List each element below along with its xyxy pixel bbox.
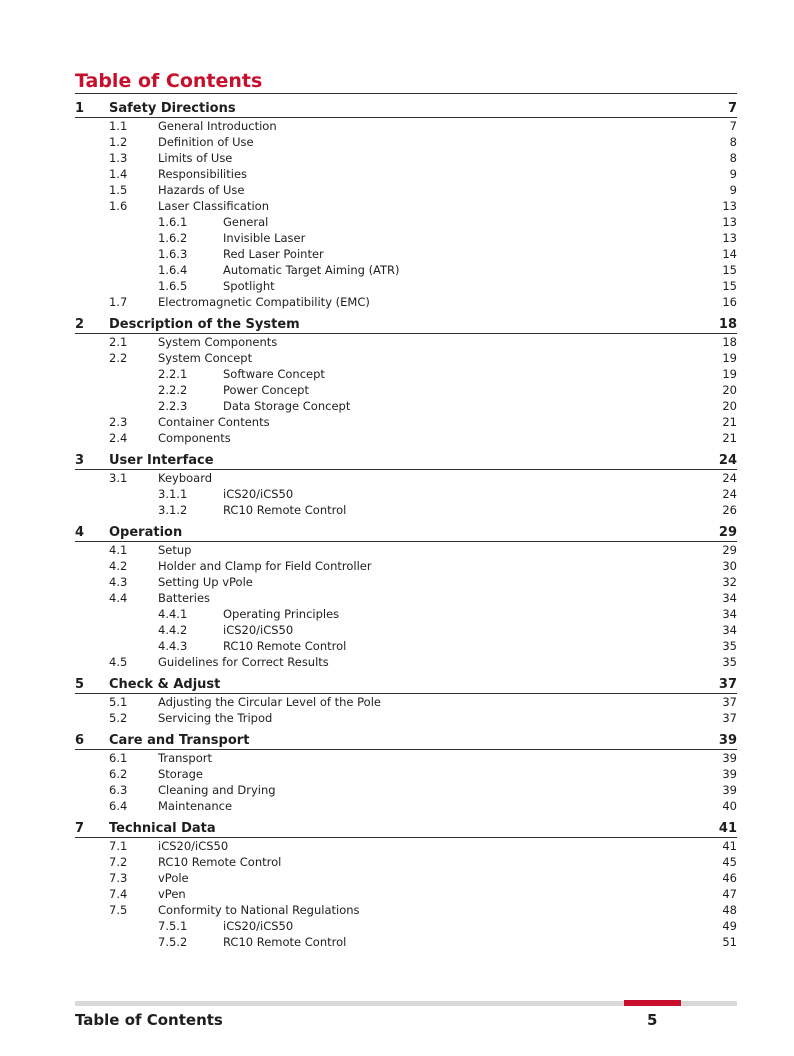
section-number: 2.2.3 [158,399,188,413]
toc-chapter-heading[interactable] [75,100,737,118]
toc-chapter [75,524,737,670]
toc-chapter-heading[interactable] [75,316,737,334]
section-title: System Components [158,335,278,349]
toc-subsection[interactable] [75,118,737,134]
section-title: iCS20/iCS50 [158,839,229,853]
section-title: Guidelines for Correct Results [158,655,329,669]
section-page-number: 30 [722,559,737,573]
section-title: General [223,215,269,229]
section-page-number: 15 [722,263,737,277]
section-number: 4.5 [109,655,128,669]
section-page-number: 8 [729,135,737,149]
section-number: 1.6.4 [158,263,188,277]
section-page-number: 47 [722,887,737,901]
toc-subsection[interactable] [75,198,737,214]
chapter-number: 2 [75,317,85,332]
section-page-number: 37 [722,711,737,725]
chapter-page-number: 37 [718,677,737,692]
toc-subsection[interactable] [75,750,737,766]
section-number: 4.4.2 [158,623,188,637]
section-page-number: 9 [729,167,737,181]
toc-chapter [75,316,737,446]
section-page-number: 39 [722,767,737,781]
chapter-title: Description of the System [109,317,300,332]
toc-chapter-heading[interactable] [75,820,737,838]
toc-chapter [75,732,737,814]
section-title: iCS20/iCS50 [223,623,294,637]
toc-subsection[interactable] [75,430,737,446]
section-number: 3.1.1 [158,487,188,501]
section-number: 3.1 [109,471,128,485]
section-title: RC10 Remote Control [158,855,282,869]
section-page-number: 21 [722,415,737,429]
chapter-page-number: 18 [718,317,737,332]
section-page-number: 35 [722,639,737,653]
toc-subsection[interactable] [75,334,737,350]
section-number: 2.4 [109,431,128,445]
section-title: RC10 Remote Control [223,639,347,653]
section-title: Maintenance [158,799,233,813]
toc-chapter-heading[interactable] [75,452,737,470]
section-number: 1.7 [109,295,128,309]
section-title: Limits of Use [158,151,233,165]
footer-page-number: 5 [647,1011,658,1029]
section-title: Invisible Laser [223,231,306,245]
section-title: Software Concept [223,367,325,381]
section-page-number: 46 [722,871,737,885]
toc-subsubsection[interactable] [75,622,737,638]
toc-subsubsection[interactable] [75,398,737,414]
section-title: General Introduction [158,119,277,133]
footer-title: Table of Contents [75,1011,223,1029]
section-page-number: 15 [722,279,737,293]
section-page-number: 49 [722,919,737,933]
section-number: 1.6.1 [158,215,188,229]
section-number: 2.1 [109,335,128,349]
section-title: RC10 Remote Control [223,503,347,517]
toc-subsubsection[interactable] [75,934,737,950]
section-number: 7.1 [109,839,128,853]
section-title: Holder and Clamp for Field Controller [158,559,372,573]
section-number: 5.1 [109,695,128,709]
section-number: 1.6.2 [158,231,188,245]
toc-subsection[interactable] [75,414,737,430]
toc-subsubsection[interactable] [75,382,737,398]
toc-subsection[interactable] [75,134,737,150]
section-page-number: 14 [722,247,737,261]
section-page-number: 37 [722,695,737,709]
section-number: 1.6.3 [158,247,188,261]
section-page-number: 7 [729,119,737,133]
section-title: Container Contents [158,415,270,429]
toc-chapter-heading[interactable] [75,524,737,542]
section-number: 7.5 [109,903,128,917]
chapter-page-number: 39 [718,733,737,748]
section-title: Red Laser Pointer [223,247,324,261]
section-title: Setup [158,543,192,557]
toc-subsubsection[interactable] [75,366,737,382]
chapter-number: 3 [75,453,85,468]
section-number: 5.2 [109,711,128,725]
section-title: RC10 Remote Control [223,935,347,949]
section-page-number: 26 [722,503,737,517]
section-title: Conformity to National Regulations [158,903,360,917]
section-title: Hazards of Use [158,183,245,197]
section-page-number: 39 [722,783,737,797]
section-number: 1.6 [109,199,128,213]
toc-subsection[interactable] [75,294,737,310]
section-number: 6.3 [109,783,128,797]
toc-subsubsection[interactable] [75,214,737,230]
toc-subsection[interactable] [75,766,737,782]
toc-subsection[interactable] [75,886,737,902]
section-title: vPole [158,871,189,885]
section-title: Setting Up vPole [158,575,253,589]
section-title: Cleaning and Drying [158,783,276,797]
section-title: iCS20/iCS50 [223,487,294,501]
section-number: 2.2.2 [158,383,188,397]
chapter-title: Safety Directions [109,101,236,116]
section-page-number: 19 [722,351,737,365]
section-title: Keyboard [158,471,213,485]
section-number: 1.2 [109,135,128,149]
section-title: Laser Classification [158,199,269,213]
toc-subsection[interactable] [75,470,737,486]
section-page-number: 40 [722,799,737,813]
page-title: Table of Contents [75,70,263,92]
section-title: iCS20/iCS50 [223,919,294,933]
section-number: 4.4.1 [158,607,188,621]
toc-chapter [75,820,737,950]
chapter-number: 6 [75,733,85,748]
chapter-number: 5 [75,677,85,692]
chapter-title: Technical Data [109,821,216,836]
toc-chapter [75,100,737,310]
section-number: 4.1 [109,543,128,557]
toc-subsubsection[interactable] [75,230,737,246]
section-title: Transport [158,751,212,765]
section-title: Operating Principles [223,607,340,621]
section-number: 7.2 [109,855,128,869]
toc-subsubsection[interactable] [75,606,737,622]
chapter-title: Care and Transport [109,733,250,748]
section-page-number: 19 [722,367,737,381]
section-number: 2.3 [109,415,128,429]
toc-subsection[interactable] [75,182,737,198]
section-number: 4.2 [109,559,128,573]
toc-subsubsection[interactable] [75,918,737,934]
section-page-number: 20 [722,399,737,413]
section-page-number: 45 [722,855,737,869]
chapter-number: 1 [75,101,85,116]
toc-subsection[interactable] [75,838,737,854]
footer-accent-bar [624,1000,681,1006]
toc-subsection[interactable] [75,902,737,918]
toc-subsubsection[interactable] [75,278,737,294]
chapter-number: 4 [75,525,85,540]
section-title: Batteries [158,591,211,605]
section-page-number: 21 [722,431,737,445]
section-number: 3.1.2 [158,503,188,517]
section-title: Servicing the Tripod [158,711,273,725]
toc-subsection[interactable] [75,694,737,710]
toc-subsection[interactable] [75,166,737,182]
chapter-title: Operation [109,525,183,540]
section-number: 6.2 [109,767,128,781]
section-number: 1.4 [109,167,128,181]
toc-chapter-heading[interactable] [75,732,737,750]
section-number: 4.4 [109,591,128,605]
toc-list [75,100,737,950]
section-number: 7.5.1 [158,919,188,933]
section-title: Electromagnetic Compatibility (EMC) [158,295,370,309]
toc-subsubsection[interactable] [75,262,737,278]
toc-subsection[interactable] [75,798,737,814]
section-number: 6.1 [109,751,128,765]
section-page-number: 48 [722,903,737,917]
chapter-page-number: 7 [727,101,737,116]
section-number: 4.4.3 [158,639,188,653]
toc-subsection[interactable] [75,854,737,870]
section-page-number: 29 [722,543,737,557]
chapter-page-number: 29 [718,525,737,540]
toc-subsection[interactable] [75,710,737,726]
chapter-number: 7 [75,821,85,836]
section-title: Spotlight [223,279,275,293]
toc-subsection[interactable] [75,574,737,590]
chapter-title: User Interface [109,453,214,468]
section-page-number: 35 [722,655,737,669]
section-page-number: 8 [729,151,737,165]
section-title: Components [158,431,231,445]
toc-subsubsection[interactable] [75,486,737,502]
section-title: Responsibilities [158,167,248,181]
section-title: Power Concept [223,383,309,397]
toc-subsection[interactable] [75,542,737,558]
section-page-number: 41 [722,839,737,853]
section-page-number: 20 [722,383,737,397]
section-page-number: 24 [722,471,737,485]
section-number: 7.3 [109,871,128,885]
toc-subsection[interactable] [75,654,737,670]
toc-subsection[interactable] [75,870,737,886]
section-title: System Concept [158,351,253,365]
section-title: Adjusting the Circular Level of the Pole [158,695,381,709]
section-title: Storage [158,767,203,781]
section-number: 1.6.5 [158,279,188,293]
section-page-number: 32 [722,575,737,589]
title-divider [75,93,737,94]
toc-chapter [75,452,737,518]
section-page-number: 34 [722,623,737,637]
toc-chapter-heading[interactable] [75,676,737,694]
section-page-number: 34 [722,591,737,605]
section-page-number: 13 [722,215,737,229]
section-page-number: 13 [722,199,737,213]
section-number: 2.2.1 [158,367,188,381]
section-title: Automatic Target Aiming (ATR) [223,263,400,277]
section-page-number: 34 [722,607,737,621]
section-page-number: 18 [722,335,737,349]
section-number: 1.1 [109,119,128,133]
section-title: vPen [158,887,186,901]
toc-subsection[interactable] [75,558,737,574]
chapter-page-number: 41 [718,821,737,836]
toc-subsection[interactable] [75,350,737,366]
section-page-number: 9 [729,183,737,197]
section-page-number: 16 [722,295,737,309]
chapter-title: Check & Adjust [109,677,221,692]
section-number: 1.3 [109,151,128,165]
section-number: 2.2 [109,351,128,365]
toc-subsection[interactable] [75,782,737,798]
toc-subsubsection[interactable] [75,502,737,518]
toc-subsubsection[interactable] [75,246,737,262]
section-page-number: 39 [722,751,737,765]
section-number: 4.3 [109,575,128,589]
section-page-number: 13 [722,231,737,245]
section-number: 7.4 [109,887,128,901]
toc-subsection[interactable] [75,590,737,606]
section-number: 7.5.2 [158,935,188,949]
toc-chapter [75,676,737,726]
section-title: Definition of Use [158,135,254,149]
toc-subsection[interactable] [75,150,737,166]
section-page-number: 51 [722,935,737,949]
section-number: 6.4 [109,799,128,813]
section-title: Data Storage Concept [223,399,351,413]
section-number: 1.5 [109,183,128,197]
toc-subsubsection[interactable] [75,638,737,654]
section-page-number: 24 [722,487,737,501]
chapter-page-number: 24 [718,453,737,468]
